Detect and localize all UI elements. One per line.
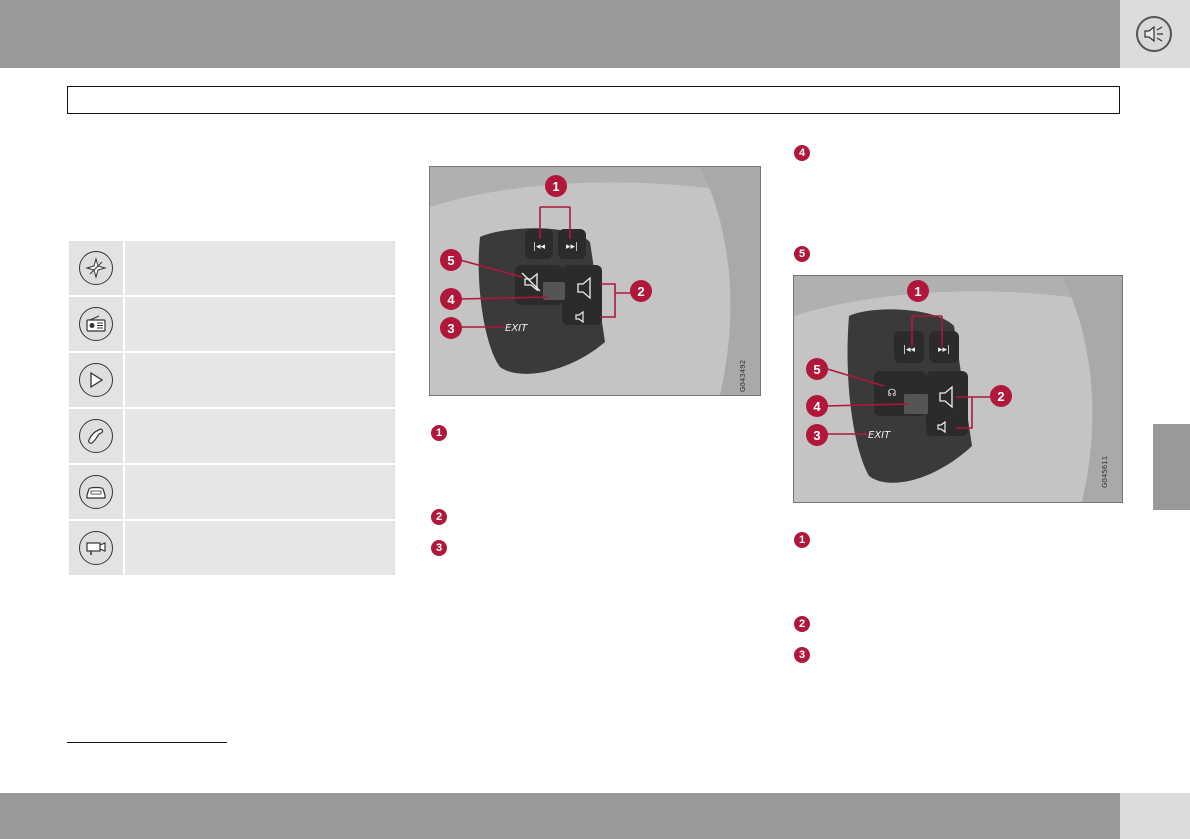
svg-text:|◂◂: |◂◂ <box>532 242 546 252</box>
mode-label <box>125 521 395 575</box>
svg-text:▸▸|: ▸▸| <box>937 345 951 355</box>
mode-label <box>125 297 395 351</box>
callout-1: 1 <box>545 175 567 197</box>
bottom-banner <box>0 793 1120 839</box>
top-banner <box>0 0 1120 68</box>
exit-label: EXIT <box>505 323 528 334</box>
chapter-tab <box>1153 424 1190 510</box>
mode-label <box>125 409 395 463</box>
mode-row-camera <box>69 521 395 575</box>
mode-label <box>125 465 395 519</box>
phone-icon <box>79 419 113 453</box>
mode-row-navigation <box>69 241 395 295</box>
figure-id: G043492 <box>739 359 747 392</box>
exit-label: EXIT <box>868 430 891 441</box>
callout-2: 2 <box>990 385 1012 407</box>
list-marker-3: 3 <box>431 540 447 556</box>
steering-wheel-photo-1 <box>429 166 761 396</box>
list-marker-2: 2 <box>794 616 810 632</box>
mode-icon-table <box>69 241 395 577</box>
footnote-divider <box>67 742 227 743</box>
section-title-frame <box>67 86 1120 114</box>
list-marker-1: 1 <box>794 532 810 548</box>
radio-icon <box>79 307 113 341</box>
callout-4: 4 <box>806 395 828 417</box>
callout-2: 2 <box>630 280 652 302</box>
navigation-icon <box>79 251 113 285</box>
callout-4: 4 <box>440 288 462 310</box>
camera-icon <box>79 531 113 565</box>
mode-row-media <box>69 353 395 407</box>
mode-row-radio <box>69 297 395 351</box>
mode-label <box>125 241 395 295</box>
mode-row-phone <box>69 409 395 463</box>
callout-3: 3 <box>806 424 828 446</box>
list-marker-3: 3 <box>794 647 810 663</box>
section-icon-area <box>1120 0 1190 68</box>
callout-1: 1 <box>907 280 929 302</box>
speaker-icon <box>1136 16 1172 52</box>
mode-label <box>125 353 395 407</box>
mode-row-car <box>69 465 395 519</box>
steering-wheel-photo-2 <box>793 275 1123 503</box>
media-play-icon <box>79 363 113 397</box>
list-marker-5: 5 <box>794 246 810 262</box>
car-settings-icon <box>79 475 113 509</box>
callout-5: 5 <box>440 249 462 271</box>
svg-text:☊: ☊ <box>887 388 897 399</box>
callout-5: 5 <box>806 358 828 380</box>
svg-text:▸▸|: ▸▸| <box>565 242 579 252</box>
list-marker-2: 2 <box>431 509 447 525</box>
figure-id: G045611 <box>1101 455 1109 488</box>
list-marker-4: 4 <box>794 145 810 161</box>
svg-text:|◂◂: |◂◂ <box>902 345 916 355</box>
callout-3: 3 <box>440 317 462 339</box>
page-number-area <box>1120 793 1190 839</box>
list-marker-1: 1 <box>431 425 447 441</box>
